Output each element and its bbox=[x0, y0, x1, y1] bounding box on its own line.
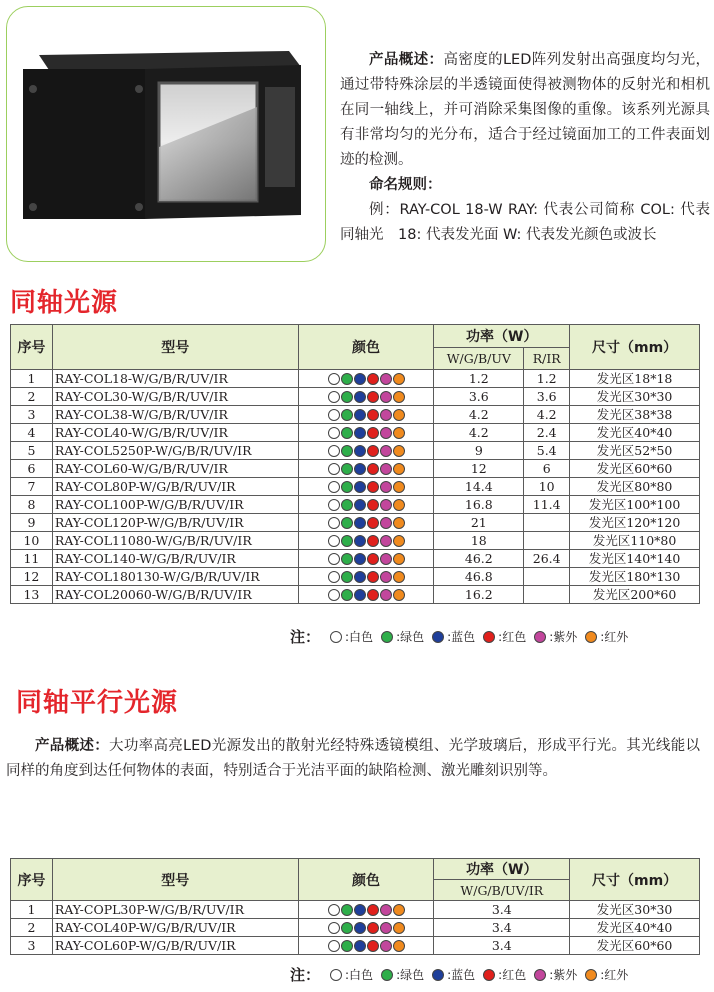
red-dot-icon bbox=[367, 409, 379, 421]
legend-ir: :红外 bbox=[600, 630, 629, 644]
model-cell: RAY-COL5250P-W/G/B/R/UV/IR bbox=[52, 442, 298, 460]
table-row bbox=[11, 460, 700, 478]
model-cell: RAY-COPL30P-W/G/B/R/UV/IR bbox=[52, 901, 298, 919]
color-dots-cell bbox=[298, 388, 434, 406]
ir-dot-icon bbox=[585, 631, 597, 643]
model-cell: RAY-COL180130-W/G/B/R/UV/IR bbox=[52, 568, 298, 586]
color-legend-2 bbox=[290, 964, 636, 985]
ir-dot-icon bbox=[393, 481, 405, 493]
model-cell: RAY-COL80P-W/G/B/R/UV/IR bbox=[52, 478, 298, 496]
table-row bbox=[11, 937, 700, 955]
power-wgbuv-cell: 4.2 bbox=[434, 406, 524, 424]
power-rir-cell bbox=[524, 568, 570, 586]
green-dot-icon bbox=[341, 499, 353, 511]
red-dot-icon bbox=[367, 427, 379, 439]
color-dots-cell bbox=[298, 460, 434, 478]
color-dots-cell bbox=[298, 532, 434, 550]
model-cell: RAY-COL20060-W/G/B/R/UV/IR bbox=[52, 586, 298, 604]
green-dot-icon bbox=[341, 463, 353, 475]
table-row bbox=[11, 424, 700, 442]
white-dot-icon bbox=[328, 373, 340, 385]
ir-dot-icon bbox=[393, 922, 405, 934]
header-color: 颜色 bbox=[298, 859, 434, 901]
blue-dot-icon bbox=[354, 391, 366, 403]
power-wgbuv-cell: 14.4 bbox=[434, 478, 524, 496]
red-dot-icon bbox=[483, 969, 495, 981]
row-number: 3 bbox=[11, 406, 53, 424]
legend-blue: :蓝色 bbox=[447, 630, 476, 644]
ir-dot-icon bbox=[393, 391, 405, 403]
power-wgbuv-cell: 3.6 bbox=[434, 388, 524, 406]
red-dot-icon bbox=[367, 391, 379, 403]
white-dot-icon bbox=[328, 463, 340, 475]
legend-uv: :紫外 bbox=[549, 630, 578, 644]
ir-dot-icon bbox=[585, 969, 597, 981]
header-size: 尺寸（mm） bbox=[570, 859, 700, 901]
power-rir-cell: 11.4 bbox=[524, 496, 570, 514]
uv-dot-icon bbox=[380, 445, 392, 457]
row-number: 4 bbox=[11, 424, 53, 442]
model-cell: RAY-COL100P-W/G/B/R/UV/IR bbox=[52, 496, 298, 514]
overview-text: 高密度的LED阵列发射出高强度均匀光，通过带特殊涂层的半透镜面使得被测物体的反射光和相机在同一轴线上，并可消除采集图像的重像。该系列光源具有非常均匀的光分布，适合于经过镜面加工的工件表面划迹的检测。 bbox=[340, 52, 711, 168]
white-dot-icon bbox=[328, 409, 340, 421]
blue-dot-icon bbox=[354, 589, 366, 601]
overview-paragraph bbox=[340, 48, 710, 173]
uv-dot-icon bbox=[380, 553, 392, 565]
blue-dot-icon bbox=[354, 427, 366, 439]
uv-dot-icon bbox=[380, 940, 392, 952]
ir-dot-icon bbox=[393, 535, 405, 547]
white-dot-icon bbox=[328, 427, 340, 439]
naming-text: 例：RAY-COL 18-W RAY: 代表公司简称 COL: 代表同轴光 18: 代表发光面 W: 代表发光颜色或波长 bbox=[340, 202, 710, 243]
model-cell: RAY-COL120P-W/G/B/R/UV/IR bbox=[52, 514, 298, 532]
legend-white: :白色 bbox=[345, 968, 374, 982]
row-number: 2 bbox=[11, 919, 53, 937]
model-cell: RAY-COL60-W/G/B/R/UV/IR bbox=[52, 460, 298, 478]
size-cell: 发光区120*120 bbox=[570, 514, 700, 532]
table-row bbox=[11, 496, 700, 514]
legend-green: :绿色 bbox=[396, 968, 425, 982]
size-cell: 发光区100*100 bbox=[570, 496, 700, 514]
power-wgbuv-cell: 16.8 bbox=[434, 496, 524, 514]
red-dot-icon bbox=[367, 373, 379, 385]
uv-dot-icon bbox=[380, 535, 392, 547]
red-dot-icon bbox=[367, 589, 379, 601]
color-dots-cell bbox=[298, 550, 434, 568]
power-wgbuv-cell: 4.2 bbox=[434, 424, 524, 442]
white-dot-icon bbox=[328, 535, 340, 547]
uv-dot-icon bbox=[380, 922, 392, 934]
red-dot-icon bbox=[483, 631, 495, 643]
row-number: 10 bbox=[11, 532, 53, 550]
row-number: 1 bbox=[11, 370, 53, 388]
legend-uv: :紫外 bbox=[549, 968, 578, 982]
power-rir-cell: 10 bbox=[524, 478, 570, 496]
row-number: 8 bbox=[11, 496, 53, 514]
size-cell: 发光区18*18 bbox=[570, 370, 700, 388]
size-cell: 发光区60*60 bbox=[570, 937, 700, 955]
model-cell: RAY-COL38-W/G/B/R/UV/IR bbox=[52, 406, 298, 424]
row-number: 6 bbox=[11, 460, 53, 478]
parallel-spec-table bbox=[10, 858, 700, 955]
color-dots-cell bbox=[298, 442, 434, 460]
size-cell: 发光区180*130 bbox=[570, 568, 700, 586]
ir-dot-icon bbox=[393, 517, 405, 529]
overview-label: 产品概述： bbox=[369, 52, 444, 68]
row-number: 3 bbox=[11, 937, 53, 955]
green-dot-icon bbox=[341, 445, 353, 457]
red-dot-icon bbox=[367, 922, 379, 934]
red-dot-icon bbox=[367, 904, 379, 916]
power-rir-cell: 6 bbox=[524, 460, 570, 478]
red-dot-icon bbox=[367, 535, 379, 547]
table-row bbox=[11, 406, 700, 424]
model-cell: RAY-COL18-W/G/B/R/UV/IR bbox=[52, 370, 298, 388]
legend-ir: :红外 bbox=[600, 968, 629, 982]
power-rir-cell: 3.6 bbox=[524, 388, 570, 406]
header-model: 型号 bbox=[52, 859, 298, 901]
blue-dot-icon bbox=[354, 499, 366, 511]
blue-dot-icon bbox=[354, 922, 366, 934]
size-cell: 发光区80*80 bbox=[570, 478, 700, 496]
size-cell: 发光区40*40 bbox=[570, 424, 700, 442]
header-power-rir: R/IR bbox=[524, 348, 570, 370]
white-dot-icon bbox=[328, 391, 340, 403]
color-dots-cell bbox=[298, 496, 434, 514]
header-power: 功率（W） bbox=[434, 859, 570, 880]
uv-dot-icon bbox=[380, 904, 392, 916]
blue-dot-icon bbox=[354, 904, 366, 916]
green-dot-icon bbox=[341, 571, 353, 583]
green-dot-icon bbox=[341, 373, 353, 385]
red-dot-icon bbox=[367, 481, 379, 493]
color-dots-cell bbox=[298, 568, 434, 586]
table-row bbox=[11, 514, 700, 532]
header-power-all: W/G/B/UV/IR bbox=[434, 880, 570, 901]
white-dot-icon bbox=[328, 922, 340, 934]
blue-dot-icon bbox=[354, 445, 366, 457]
color-dots-cell bbox=[298, 937, 434, 955]
power-rir-cell: 26.4 bbox=[524, 550, 570, 568]
power-wgbuv-cell: 18 bbox=[434, 532, 524, 550]
model-cell: RAY-COL30-W/G/B/R/UV/IR bbox=[52, 388, 298, 406]
green-dot-icon bbox=[341, 589, 353, 601]
section-title-coaxial-parallel: 同轴平行光源 bbox=[16, 688, 179, 718]
white-dot-icon bbox=[328, 571, 340, 583]
size-cell: 发光区38*38 bbox=[570, 406, 700, 424]
red-dot-icon bbox=[367, 463, 379, 475]
power-wgbuv-cell: 16.2 bbox=[434, 586, 524, 604]
power-rir-cell: 5.4 bbox=[524, 442, 570, 460]
red-dot-icon bbox=[367, 445, 379, 457]
color-dots-cell bbox=[298, 514, 434, 532]
header-power: 功率（W） bbox=[434, 325, 570, 348]
red-dot-icon bbox=[367, 553, 379, 565]
power-rir-cell: 1.2 bbox=[524, 370, 570, 388]
row-number: 12 bbox=[11, 568, 53, 586]
ir-dot-icon bbox=[393, 553, 405, 565]
power-wgbuv-cell: 21 bbox=[434, 514, 524, 532]
color-dots-cell bbox=[298, 478, 434, 496]
blue-dot-icon bbox=[432, 631, 444, 643]
power-wgbuv-cell: 12 bbox=[434, 460, 524, 478]
header-model: 型号 bbox=[52, 325, 298, 370]
color-dots-cell bbox=[298, 406, 434, 424]
uv-dot-icon bbox=[380, 481, 392, 493]
power-rir-cell bbox=[524, 586, 570, 604]
power-rir-cell: 4.2 bbox=[524, 406, 570, 424]
blue-dot-icon bbox=[354, 409, 366, 421]
green-dot-icon bbox=[381, 969, 393, 981]
table-row bbox=[11, 532, 700, 550]
uv-dot-icon bbox=[380, 571, 392, 583]
naming-label: 命名规则： bbox=[369, 177, 442, 193]
size-cell: 发光区110*80 bbox=[570, 532, 700, 550]
uv-dot-icon bbox=[380, 391, 392, 403]
ir-dot-icon bbox=[393, 940, 405, 952]
header-power-wgbuv: W/G/B/UV bbox=[434, 348, 524, 370]
model-cell: RAY-COL11080-W/G/B/R/UV/IR bbox=[52, 532, 298, 550]
red-dot-icon bbox=[367, 571, 379, 583]
power-wgbuv-cell: 1.2 bbox=[434, 370, 524, 388]
size-cell: 发光区40*40 bbox=[570, 919, 700, 937]
white-dot-icon bbox=[328, 499, 340, 511]
power-cell: 3.4 bbox=[434, 937, 570, 955]
table-row bbox=[11, 550, 700, 568]
uv-dot-icon bbox=[380, 427, 392, 439]
white-dot-icon bbox=[330, 631, 342, 643]
product-photo-frame bbox=[6, 6, 326, 262]
parallel-overview bbox=[6, 734, 700, 784]
ir-dot-icon bbox=[393, 904, 405, 916]
red-dot-icon bbox=[367, 499, 379, 511]
white-dot-icon bbox=[328, 589, 340, 601]
table-row bbox=[11, 442, 700, 460]
uv-dot-icon bbox=[380, 589, 392, 601]
white-dot-icon bbox=[328, 481, 340, 493]
model-cell: RAY-COL140-W/G/B/R/UV/IR bbox=[52, 550, 298, 568]
green-dot-icon bbox=[341, 481, 353, 493]
legend-blue: :蓝色 bbox=[447, 968, 476, 982]
coaxial-light-product-image bbox=[19, 47, 309, 227]
row-number: 13 bbox=[11, 586, 53, 604]
legend-white: :白色 bbox=[345, 630, 374, 644]
table-row bbox=[11, 586, 700, 604]
power-wgbuv-cell: 46.2 bbox=[434, 550, 524, 568]
power-rir-cell: 2.4 bbox=[524, 424, 570, 442]
header-size: 尺寸（mm） bbox=[570, 325, 700, 370]
power-rir-cell bbox=[524, 532, 570, 550]
legend-prefix: 注： bbox=[290, 628, 321, 646]
size-cell: 发光区200*60 bbox=[570, 586, 700, 604]
ir-dot-icon bbox=[393, 463, 405, 475]
ir-dot-icon bbox=[393, 409, 405, 421]
table-row bbox=[11, 568, 700, 586]
size-cell: 发光区52*50 bbox=[570, 442, 700, 460]
ir-dot-icon bbox=[393, 589, 405, 601]
color-legend-1 bbox=[290, 626, 636, 647]
blue-dot-icon bbox=[354, 571, 366, 583]
blue-dot-icon bbox=[354, 481, 366, 493]
uv-dot-icon bbox=[380, 517, 392, 529]
model-cell: RAY-COL60P-W/G/B/R/UV/IR bbox=[52, 937, 298, 955]
power-cell: 3.4 bbox=[434, 919, 570, 937]
blue-dot-icon bbox=[432, 969, 444, 981]
model-cell: RAY-COL40-W/G/B/R/UV/IR bbox=[52, 424, 298, 442]
table-row bbox=[11, 901, 700, 919]
table-row bbox=[11, 370, 700, 388]
ir-dot-icon bbox=[393, 427, 405, 439]
green-dot-icon bbox=[341, 940, 353, 952]
green-dot-icon bbox=[381, 631, 393, 643]
parallel-overview-text: 大功率高亮LED光源发出的散射光经特殊透镜模组、光学玻璃后，形成平行光。其光线能以同样的角度到达任何物体的表面，特别适合于光洁平面的缺陷检测、激光雕刻识别等。 bbox=[6, 738, 701, 779]
ir-dot-icon bbox=[393, 373, 405, 385]
row-number: 1 bbox=[11, 901, 53, 919]
row-number: 5 bbox=[11, 442, 53, 460]
green-dot-icon bbox=[341, 553, 353, 565]
ir-dot-icon bbox=[393, 445, 405, 457]
legend-red: :红色 bbox=[498, 630, 527, 644]
power-wgbuv-cell: 46.8 bbox=[434, 568, 524, 586]
uv-dot-icon bbox=[380, 373, 392, 385]
white-dot-icon bbox=[328, 445, 340, 457]
table-row bbox=[11, 919, 700, 937]
table-row bbox=[11, 478, 700, 496]
ir-dot-icon bbox=[393, 571, 405, 583]
white-dot-icon bbox=[328, 553, 340, 565]
white-dot-icon bbox=[330, 969, 342, 981]
uv-dot-icon bbox=[380, 499, 392, 511]
power-cell: 3.4 bbox=[434, 901, 570, 919]
uv-dot-icon bbox=[380, 409, 392, 421]
header-no: 序号 bbox=[11, 325, 53, 370]
product-intro bbox=[340, 48, 710, 248]
white-dot-icon bbox=[328, 940, 340, 952]
size-cell: 发光区30*30 bbox=[570, 388, 700, 406]
legend-red: :红色 bbox=[498, 968, 527, 982]
blue-dot-icon bbox=[354, 940, 366, 952]
parallel-overview-label: 产品概述： bbox=[35, 738, 110, 754]
white-dot-icon bbox=[328, 904, 340, 916]
section-title-coaxial: 同轴光源 bbox=[10, 288, 119, 318]
power-rir-cell bbox=[524, 514, 570, 532]
red-dot-icon bbox=[367, 517, 379, 529]
row-number: 9 bbox=[11, 514, 53, 532]
blue-dot-icon bbox=[354, 373, 366, 385]
green-dot-icon bbox=[341, 409, 353, 421]
uv-dot-icon bbox=[380, 463, 392, 475]
green-dot-icon bbox=[341, 391, 353, 403]
color-dots-cell bbox=[298, 919, 434, 937]
blue-dot-icon bbox=[354, 535, 366, 547]
uv-dot-icon bbox=[534, 631, 546, 643]
size-cell: 发光区140*140 bbox=[570, 550, 700, 568]
row-number: 2 bbox=[11, 388, 53, 406]
row-number: 7 bbox=[11, 478, 53, 496]
white-dot-icon bbox=[328, 517, 340, 529]
red-dot-icon bbox=[367, 940, 379, 952]
color-dots-cell bbox=[298, 424, 434, 442]
ir-dot-icon bbox=[393, 499, 405, 511]
color-dots-cell bbox=[298, 370, 434, 388]
legend-green: :绿色 bbox=[396, 630, 425, 644]
green-dot-icon bbox=[341, 904, 353, 916]
table-row bbox=[11, 388, 700, 406]
color-dots-cell bbox=[298, 586, 434, 604]
header-no: 序号 bbox=[11, 859, 53, 901]
green-dot-icon bbox=[341, 427, 353, 439]
size-cell: 发光区60*60 bbox=[570, 460, 700, 478]
power-wgbuv-cell: 9 bbox=[434, 442, 524, 460]
blue-dot-icon bbox=[354, 463, 366, 475]
header-color: 颜色 bbox=[298, 325, 434, 370]
blue-dot-icon bbox=[354, 553, 366, 565]
size-cell: 发光区30*30 bbox=[570, 901, 700, 919]
green-dot-icon bbox=[341, 535, 353, 547]
legend-prefix: 注： bbox=[290, 966, 321, 984]
coaxial-spec-table bbox=[10, 324, 700, 604]
uv-dot-icon bbox=[534, 969, 546, 981]
row-number: 11 bbox=[11, 550, 53, 568]
blue-dot-icon bbox=[354, 517, 366, 529]
green-dot-icon bbox=[341, 922, 353, 934]
green-dot-icon bbox=[341, 517, 353, 529]
model-cell: RAY-COL40P-W/G/B/R/UV/IR bbox=[52, 919, 298, 937]
color-dots-cell bbox=[298, 901, 434, 919]
